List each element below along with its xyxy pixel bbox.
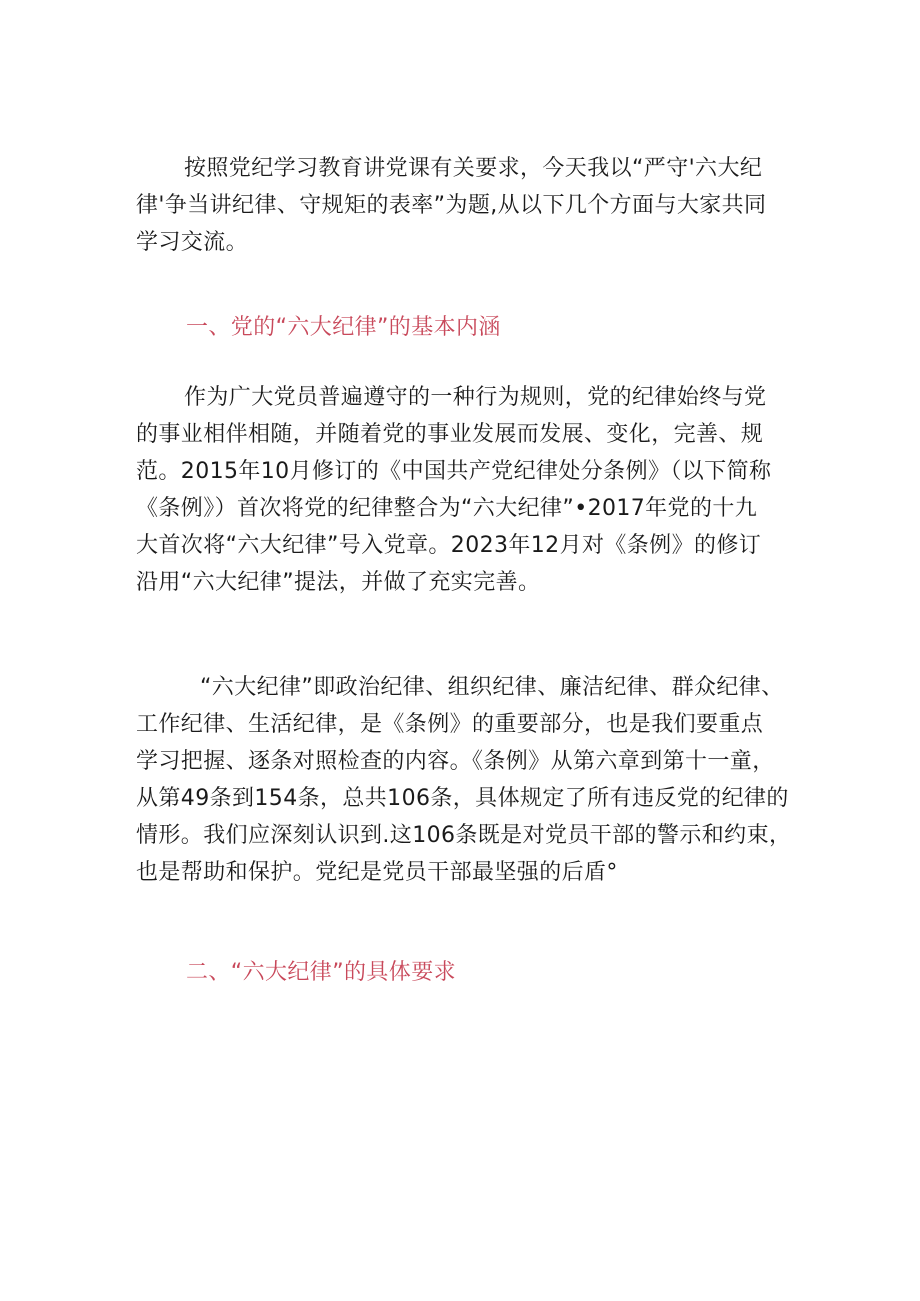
section-1-paragraph-1: 作为广大党员普遍遵守的一种行为规则，党的纪律始终与党 的事业相伴相随，并随着党的事业发展而发展、变化，完善、规 范。2015年10月修订的《中国共产党纪律处分条例》（以下简称 《条例》）首次将党的纪律整合为“六大纪律”•2017年党的十九 大首次将“六大纪律”号入党章。2023年12月对《条例》的修订 沿用“六大纪律”提法，并做了充实完善。 bbox=[136, 385, 772, 595]
section-1-paragraph-2: “六大纪律”即政治纪律、组织纪律、廉洁纪律、群众纪律、 工作纪律、生活纪律，是《条例》的重要部分，也是我们要重点 学习把握、逐条对照检查的内容。《条例》从第六章到第十一童， 从第49条到154条，总共106条，具体规定了所有违反党的纪律的 情形。我们应深刻认识到.这106条既是对党员干部的警示和约束， 也是帮助和保护。党纪是党员干部最坚强的后盾° bbox=[136, 675, 792, 885]
section-2-heading: 二、“六大纪律”的具体要求 bbox=[186, 960, 456, 985]
intro-paragraph: 按照党纪学习教育讲党课有关要求，今天我以“严守'六大纪 律'争当讲纪律、守规矩的表率”为题,从以下几个方面与大家共同 学习交流。 bbox=[136, 156, 767, 255]
section-1-heading: 一、党的“六大纪律”的基本内涵 bbox=[186, 315, 501, 340]
